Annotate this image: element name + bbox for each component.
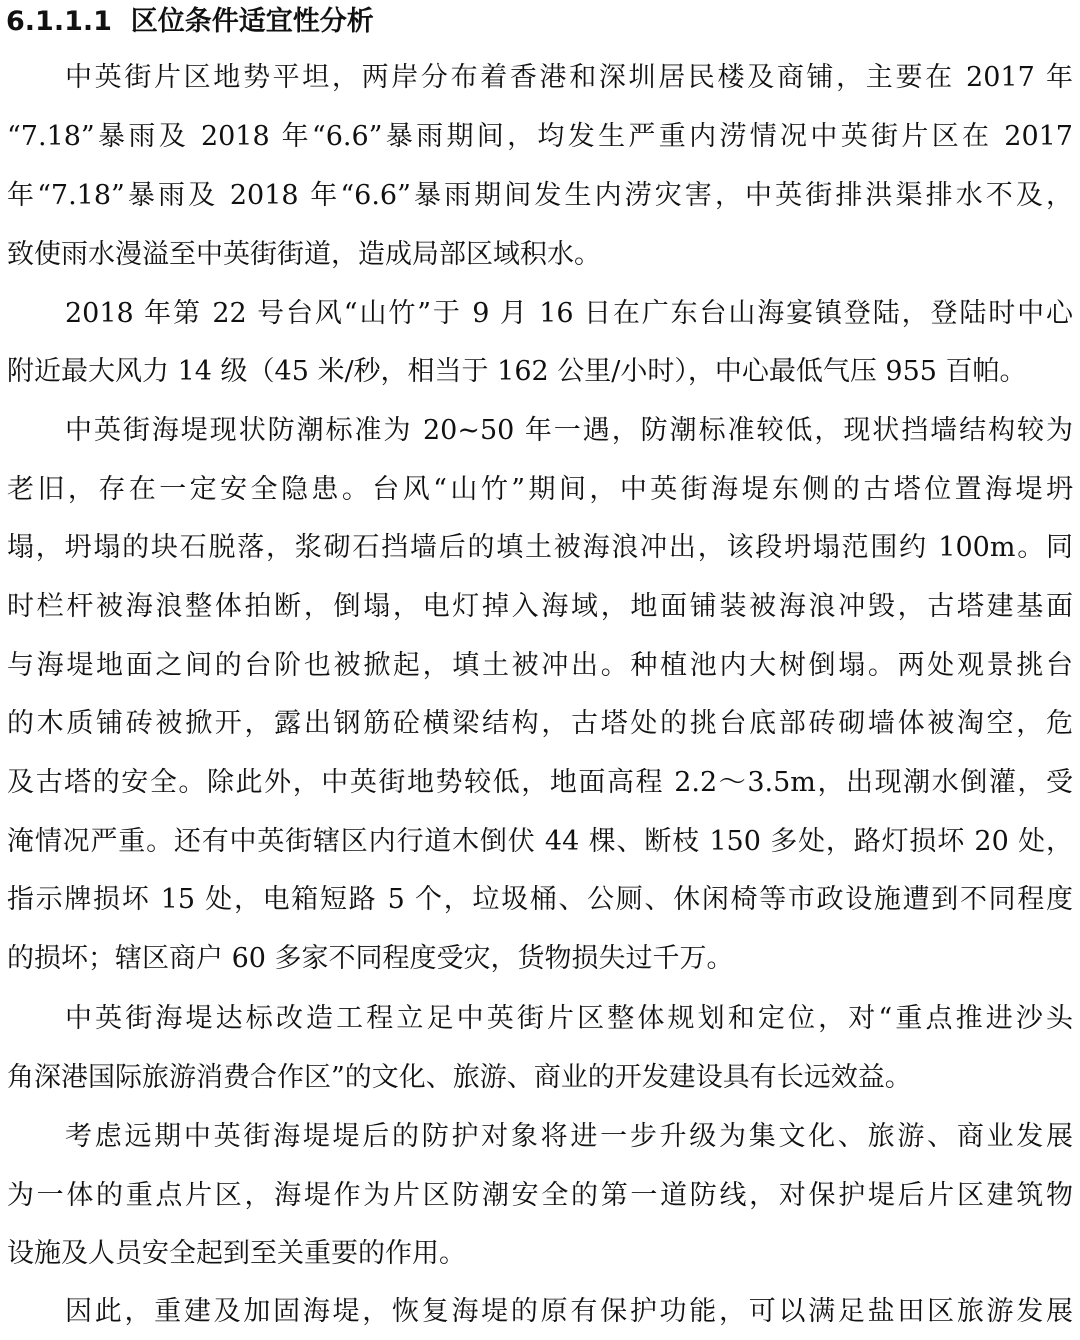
paragraph-1-line-4: 致使雨水漫溢至中英街街道，造成局部区域积水。	[7, 239, 601, 270]
paragraph-1-line-3: 年“7.18”暴雨及 2018 年“6.6”暴雨期间发生内涝灾害，中英街排洪渠排水不及，	[7, 180, 1073, 211]
paragraph-6-line-1: 因此，重建及加固海堤，恢复海堤的原有保护功能，可以满足盐田区旅游发展	[65, 1296, 1073, 1327]
section-number: 6.1.1.1	[6, 6, 112, 37]
paragraph-3-line-7: 及古塔的安全。除此外，中英街地势较低，地面高程 2.2～3.5m，出现潮水倒灌，受	[7, 767, 1073, 798]
paragraph-3-line-2: 老旧，存在一定安全隐患。台风“山竹”期间，中英街海堤东侧的古塔位置海堤坍	[7, 474, 1073, 505]
paragraph-4-line-1: 中英街海堤达标改造工程立足中英街片区整体规划和定位，对“重点推进沙头	[65, 1003, 1073, 1034]
paragraph-2-line-2: 附近最大风力 14 级（45 米/秒，相当于 162 公里/小时），中心最低气压 955 百帕。	[7, 356, 1027, 387]
paragraph-3-line-5: 与海堤地面之间的台阶也被掀起，填土被冲出。种植池内大树倒塌。两处观景挑台	[7, 650, 1073, 681]
paragraph-1-line-1: 中英街片区地势平坦，两岸分布着香港和深圳居民楼及商铺，主要在 2017 年	[65, 62, 1073, 93]
paragraph-3-line-8: 淹情况严重。还有中英街辖区内行道木倒伏 44 棵、断枝 150 多处，路灯损坏 20 处，	[7, 826, 1073, 857]
paragraph-3-line-1: 中英街海堤现状防潮标准为 20~50 年一遇，防潮标准较低，现状挡墙结构较为	[65, 415, 1073, 446]
paragraph-5-line-2: 为一体的重点片区，海堤作为片区防潮安全的第一道防线，对保护堤后片区建筑物	[7, 1180, 1073, 1211]
paragraph-3-line-6: 的木质铺砖被掀开，露出钢筋砼横梁结构，古塔处的挑台底部砖砌墙体被淘空，危	[7, 708, 1073, 739]
paragraph-3-line-10: 的损坏；辖区商户 60 多家不同程度受灾，货物损失过千万。	[7, 943, 734, 974]
section-title: 区位条件适宜性分析	[130, 6, 374, 37]
paragraph-5-line-1: 考虑远期中英街海堤堤后的防护对象将进一步升级为集文化、旅游、商业发展	[65, 1121, 1073, 1152]
paragraph-3-line-3: 塌，坍塌的块石脱落，浆砌石挡墙后的填土被海浪冲出，该段坍塌范围约 100m。同	[7, 532, 1073, 563]
paragraph-4-line-2: 角深港国际旅游消费合作区”的文化、旅游、商业的开发建设具有长远效益。	[7, 1062, 912, 1093]
paragraph-3-line-9: 指示牌损坏 15 处，电箱短路 5 个，垃圾桶、公厕、休闲椅等市政设施遭到不同程度	[7, 884, 1073, 915]
paragraph-5-line-3: 设施及人员安全起到至关重要的作用。	[7, 1238, 466, 1269]
paragraph-1-line-2: “7.18”暴雨及 2018 年“6.6”暴雨期间，均发生严重内涝情况中英街片区在 2017	[7, 121, 1073, 152]
paragraph-3-line-4: 时栏杆被海浪整体拍断，倒塌，电灯掉入海域，地面铺装被海浪冲毁，古塔建基面	[7, 591, 1073, 622]
paragraph-2-line-1: 2018 年第 22 号台风“山竹”于 9 月 16 日在广东台山海宴镇登陆，登陆时中心	[65, 298, 1073, 329]
section-heading	[6, 2, 374, 42]
